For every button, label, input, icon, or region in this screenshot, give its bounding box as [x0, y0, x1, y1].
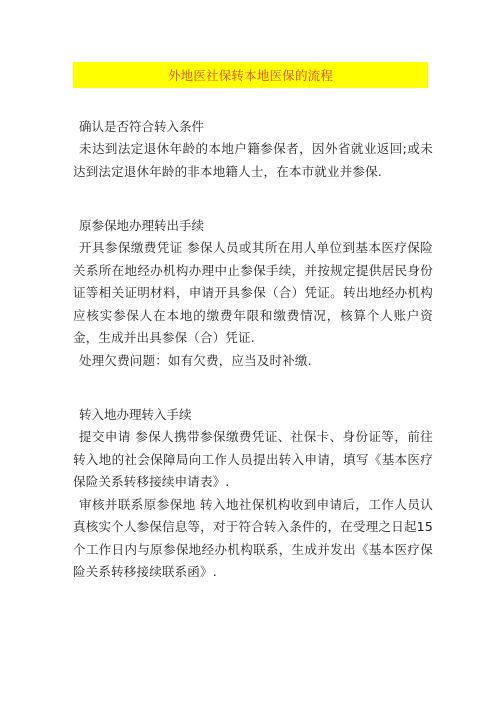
page-title: 外地医社保转本地医保的流程 — [167, 68, 334, 83]
section-transfer-conditions — [73, 116, 433, 183]
section-heading: 原参保地办理转出手续 — [79, 218, 205, 233]
section-transfer-in — [73, 404, 433, 584]
section-transfer-out — [73, 215, 433, 372]
title-banner — [73, 62, 428, 88]
section-paragraph: 处理欠费问题：如有欠费，应当及时补缴. — [79, 352, 312, 368]
document-body — [73, 116, 433, 584]
section-paragraph: 审核并联系原参保地 转入地社保机构收到申请后，工作人员认真核实个人参保信息等，对于符合转入条件的，在受理之日起15个工作日内与原参保地经办机构联系，生成并发出《基本医疗保险关系转移接续联系函》. — [73, 496, 433, 579]
section-paragraph: 提交申请 参保人携带参保缴费凭证、社保卡、身份证等，前往转入地的社会保障局向工作人员提出转入申请，填写《基本医疗保险关系转移接续申请表》. — [73, 429, 433, 489]
section-paragraph: 未达到法定退休年龄的本地户籍参保者，因外省就业返回;或未达到法定退休年龄的非本地籍人士，在本市就业并参保. — [73, 141, 433, 179]
section-paragraph: 开具参保缴费凭证 参保人员或其所在用人单位到基本医疗保险关系所在地经办机构办理中止参保手续，并按规定提供居民身份证等相关证明材料，申请开具参保（合）凭证。转出地经办机构应核实参保人在本地的缴费年限和缴费情况，核算个人账户资金，生成并出具参保（合）凭证. — [73, 240, 433, 345]
section-heading: 确认是否符合转入条件 — [79, 119, 205, 134]
section-heading: 转入地办理转入手续 — [79, 407, 192, 422]
